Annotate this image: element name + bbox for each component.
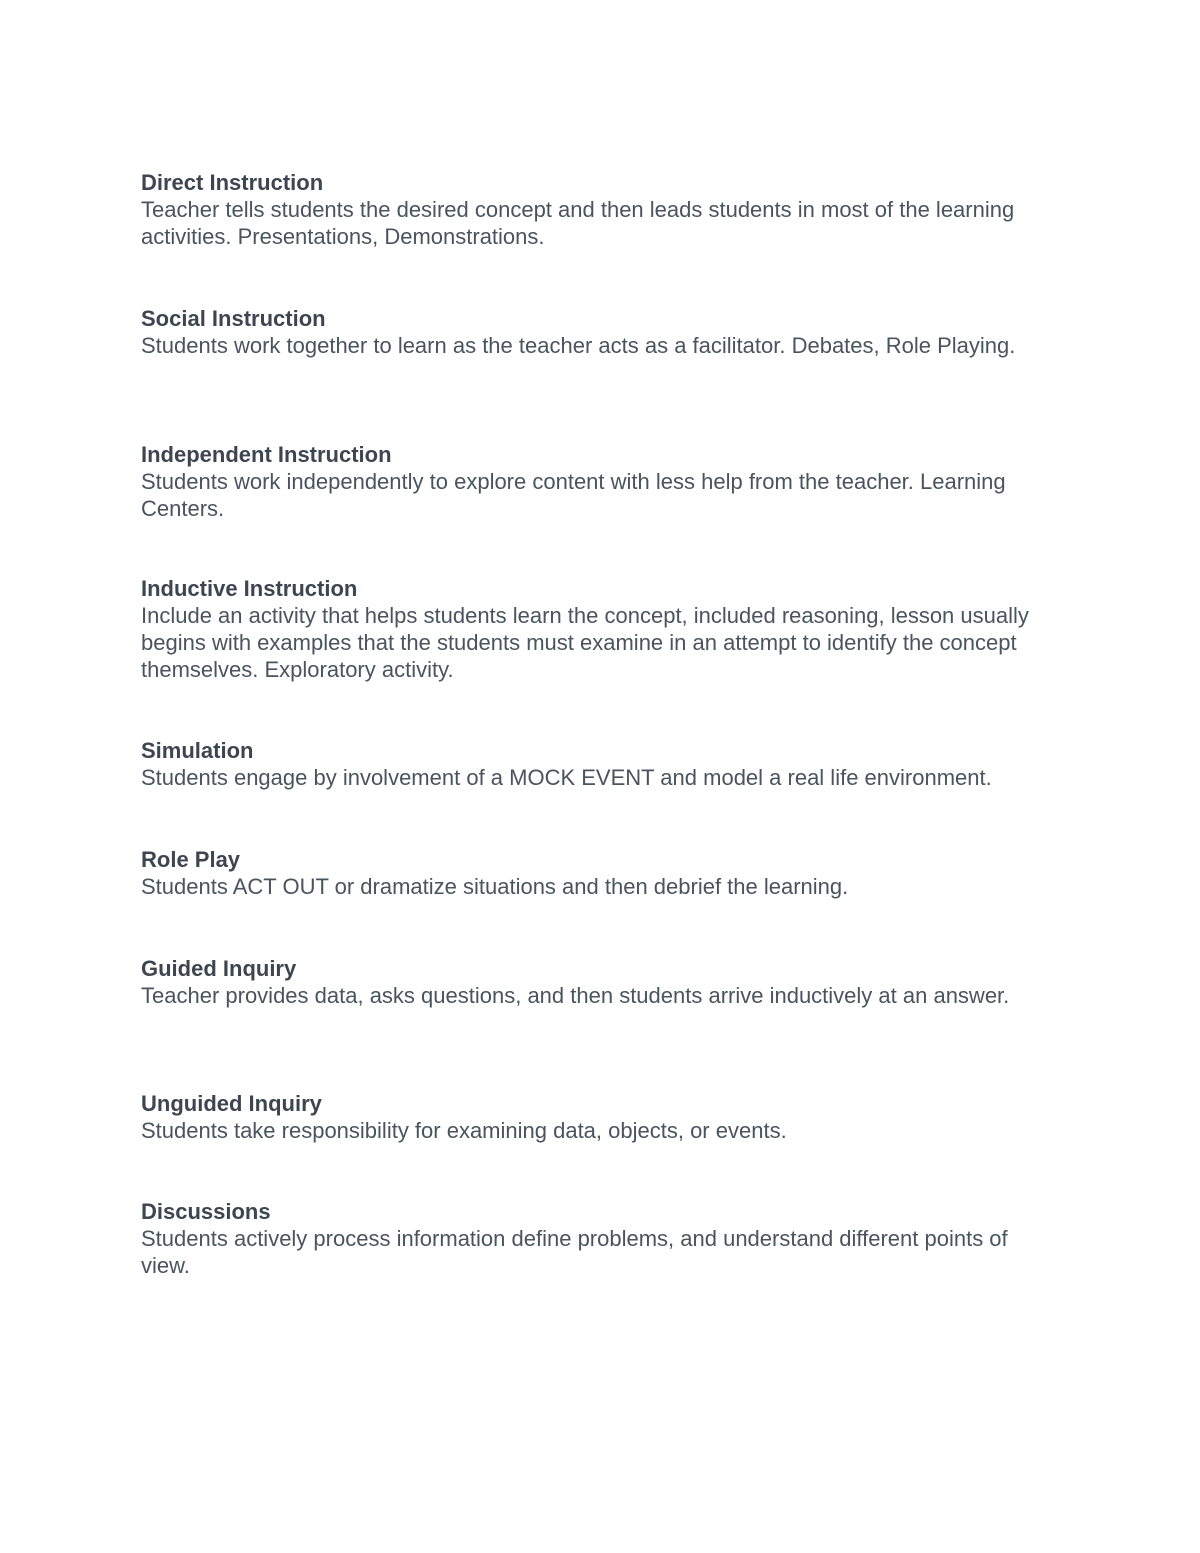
section-independent-instruction [141,441,1056,522]
section-title: Social Instruction [141,306,326,331]
section-description: Teacher provides data, asks questions, and then students arrive inductively at an answer. [141,983,1010,1008]
section-description: Students engage by involvement of a MOCK EVENT and model a real life environment. [141,765,992,790]
section-simulation [141,737,1056,791]
section-title: Discussions [141,1199,271,1224]
section-title: Independent Instruction [141,442,392,467]
section-description: Include an activity that helps students learn the concept, included reasoning, lesson usually begins with examples that the students must examine in an attempt to identify the concept themselves. Exploratory activity. [141,603,1029,682]
section-description: Students take responsibility for examining data, objects, or events. [141,1118,787,1143]
section-discussions [141,1198,1056,1279]
section-guided-inquiry [141,955,1056,1009]
section-title: Direct Instruction [141,170,324,195]
section-description: Students actively process information define problems, and understand different points of view. [141,1226,1008,1278]
section-role-play [141,846,1056,900]
section-description: Students work together to learn as the teacher acts as a facilitator. Debates, Role Playing. [141,333,1016,358]
section-title: Role Play [141,847,241,872]
section-title: Simulation [141,738,254,763]
section-social-instruction [141,305,1056,359]
section-description: Students work independently to explore content with less help from the teacher. Learning Centers. [141,469,1006,521]
section-title: Guided Inquiry [141,956,297,981]
section-title: Inductive Instruction [141,576,358,601]
section-title: Unguided Inquiry [141,1091,322,1116]
section-description: Teacher tells students the desired concept and then leads students in most of the learning activities. Presentations, Demonstrations. [141,197,1015,249]
section-unguided-inquiry [141,1090,1056,1144]
section-direct-instruction [141,169,1056,250]
section-inductive-instruction [141,575,1056,683]
section-description: Students ACT OUT or dramatize situations and then debrief the learning. [141,874,849,899]
